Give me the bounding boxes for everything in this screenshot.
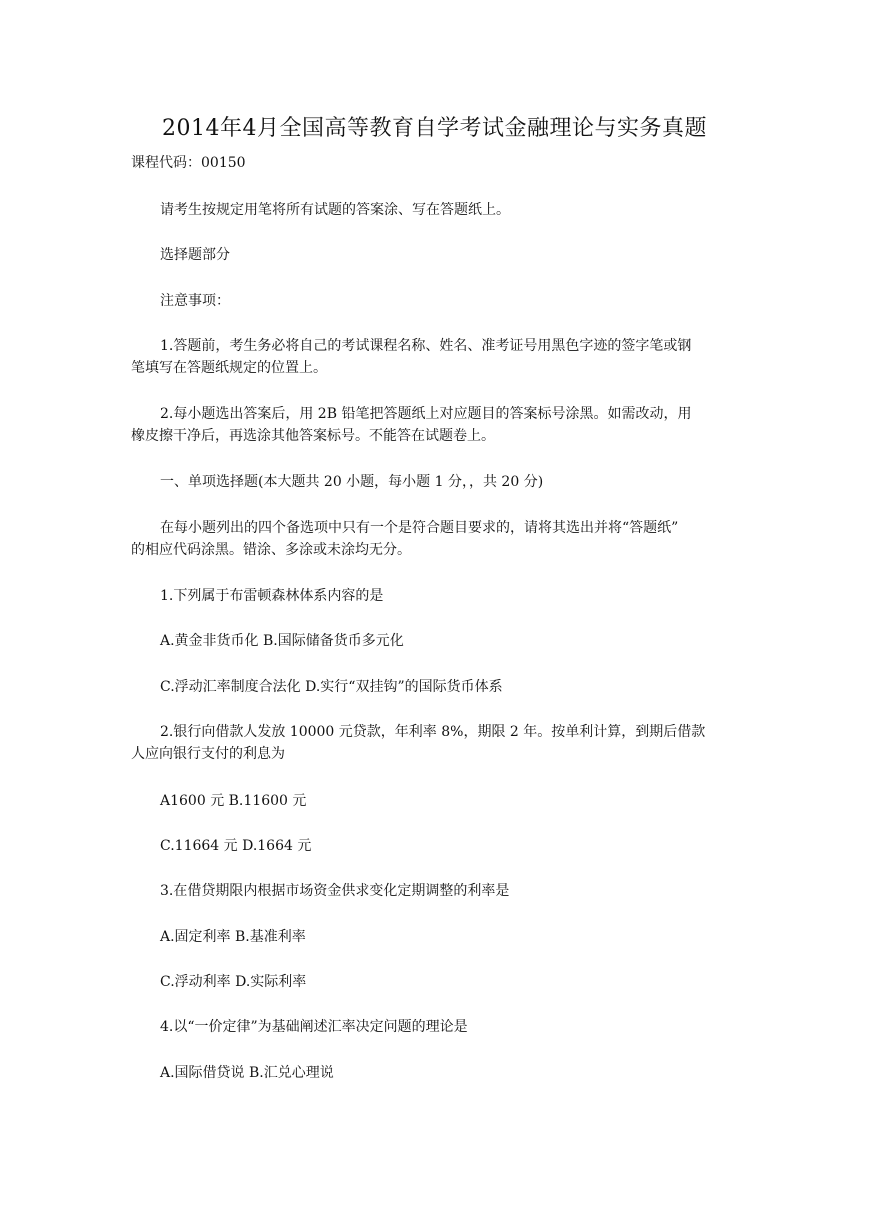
- notes-heading: [131, 290, 745, 312]
- paragraph-line: 橡皮擦干净后，再选涂其他答案标号。不能答在试题卷上。: [131, 428, 495, 444]
- paragraph-line: 笔填写在答题纸规定的位置上。: [131, 360, 327, 376]
- course-code: 课程代码：00150: [131, 155, 246, 171]
- question-1-options-ab: [131, 630, 745, 652]
- paragraph-line: A.固定利率 B.基准利率: [160, 929, 306, 945]
- paragraph-line: 1.下列属于布雷顿森林体系内容的是: [160, 588, 384, 604]
- question-1-options-cd: [131, 676, 745, 698]
- document-title: 2014年4月全国高等教育自学考试金融理论与实务真题: [162, 116, 707, 141]
- question-2-options-ab: [131, 790, 745, 812]
- paragraph-line: 的相应代码涂黑。错涂、多涂或未涂均无分。: [131, 542, 411, 558]
- question-2-options-cd: [131, 835, 745, 857]
- paragraph-line: 注意事项：: [160, 293, 230, 309]
- question-3-options-ab: [131, 926, 745, 948]
- paragraph-line: A.国际借贷说 B.汇兑心理说: [160, 1065, 334, 1081]
- paragraph-line: 请考生按规定用笔将所有试题的答案涂、写在答题纸上。: [160, 202, 510, 218]
- note-item-1: [131, 335, 745, 379]
- paragraph-line: A1600 元 B.11600 元: [160, 793, 307, 809]
- paragraph-line: 在每小题列出的四个备选项中只有一个是符合题目要求的，请将其选出并将“答题纸”: [160, 520, 679, 536]
- paragraph-line: 2.每小题选出答案后，用 2B 铅笔把答题纸上对应题目的答案标号涂黑。如需改动，用: [160, 406, 692, 422]
- paragraph-line: C.浮动汇率制度合法化 D.实行“双挂钩”的国际货币体系: [160, 679, 503, 695]
- section-instructions: [131, 517, 745, 561]
- question-4-options-ab: [131, 1062, 745, 1084]
- paragraph-line: A.黄金非货币化 B.国际储备货币多元化: [160, 633, 404, 649]
- paragraph-line: 人应向银行支付的利息为: [131, 746, 285, 762]
- question-4: [131, 1016, 745, 1038]
- instruction-paragraph: [131, 199, 745, 221]
- paragraph-line: 3.在借贷期限内根据市场资金供求变化定期调整的利率是: [160, 883, 510, 899]
- paragraph-line: C.11664 元 D.1664 元: [160, 838, 312, 854]
- paragraph-line: 一、单项选择题(本大题共 20 小题，每小题 1 分，，共 20 分): [160, 474, 544, 490]
- section-heading-choice: [131, 244, 745, 266]
- paragraph-line: 1.答题前，考生务必将自己的考试课程名称、姓名、准考证号用黑色字迹的签字笔或钢: [160, 338, 692, 354]
- section-heading-single-choice: [131, 471, 745, 493]
- paragraph-line: 4.以“一价定律”为基础阐述汇率决定问题的理论是: [160, 1019, 468, 1035]
- paragraph-line: 选择题部分: [160, 247, 230, 263]
- question-3-options-cd: [131, 971, 745, 993]
- question-1: [131, 585, 745, 607]
- question-2: [131, 721, 745, 765]
- question-3: [131, 880, 745, 902]
- note-item-2: [131, 403, 745, 447]
- paragraph-line: C.浮动利率 D.实际利率: [160, 974, 307, 990]
- paragraph-line: 2.银行向借款人发放 10000 元贷款，年利率 8%，期限 2 年。按单利计算，到期后借款: [160, 724, 706, 740]
